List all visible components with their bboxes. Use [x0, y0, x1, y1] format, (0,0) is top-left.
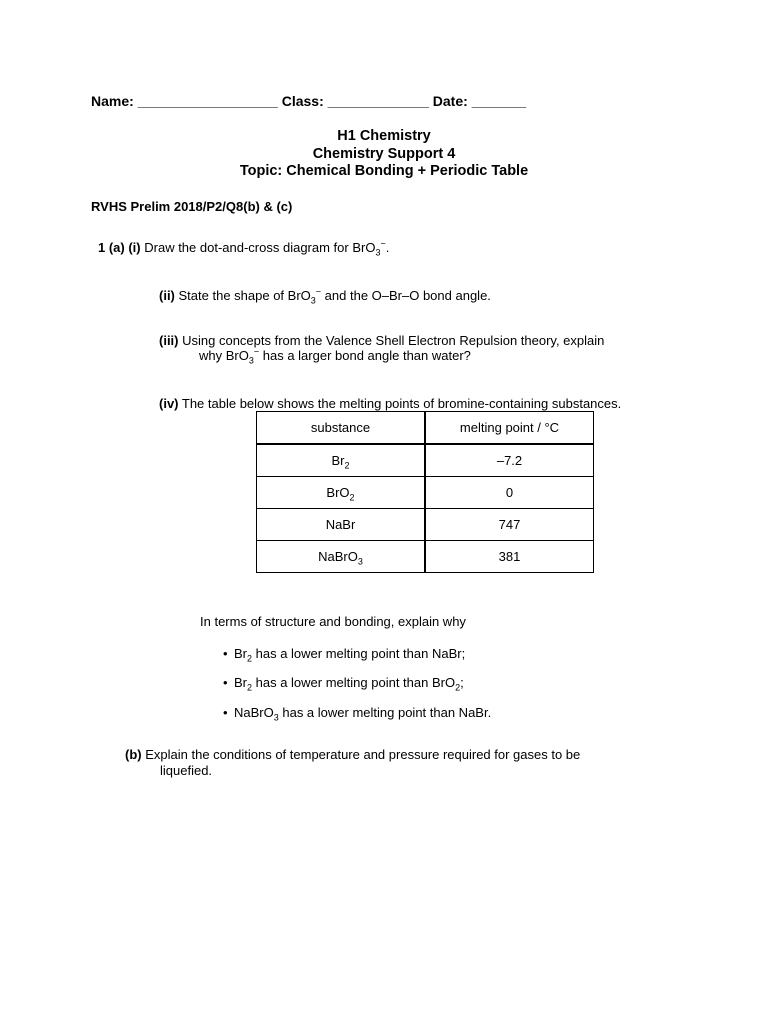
list-item: • NaBrO$_3$ has a lower melting point than NaBr.: [223, 705, 492, 723]
table-row: [257, 477, 594, 509]
question-label: (b): [125, 747, 142, 762]
melting-point-table: [256, 411, 594, 573]
question-end: .: [385, 240, 390, 255]
question-text: Draw the dot-and-cross diagram for BrO: [144, 240, 376, 255]
question-label: (ii): [159, 288, 175, 303]
subscript: 3: [310, 295, 316, 306]
name-blank: __________________: [137, 93, 278, 109]
question-1aiv: [159, 396, 621, 411]
name-label: Name:: [91, 93, 134, 109]
question-text: Explain the conditions of temperature and pressure required for gases to be: [145, 747, 581, 762]
question-1b-line2: liquefied.: [160, 763, 213, 778]
question-text: The table below shows the melting points of bromine-containing substances.: [181, 396, 622, 411]
melting-point-cell: 381: [425, 541, 594, 573]
question-label: (iii): [159, 333, 179, 348]
question-1b: [125, 747, 580, 762]
question-label: (iv): [159, 396, 179, 411]
class-label: Class:: [281, 93, 324, 109]
substance-cell: NaBr: [257, 509, 426, 541]
student-info-line: [91, 93, 526, 109]
substance-cell: NaBrO$_3$: [257, 541, 426, 573]
question-text-cont: and the O–Br–O bond angle.: [324, 288, 491, 303]
table-row: [257, 509, 594, 541]
column-header-melting-point: melting point / °C: [425, 412, 594, 445]
question-text: State the shape of BrO: [178, 288, 311, 303]
bullet-icon: •: [223, 646, 228, 661]
superscript: −: [315, 286, 322, 297]
question-text: Using concepts from the Valence Shell Electron Repulsion theory, explain: [182, 333, 605, 348]
question-text: why BrO: [199, 348, 249, 363]
column-header-substance: substance: [257, 412, 426, 445]
table-header-row: [257, 412, 594, 445]
list-item: • $Br_2$ has a lower melting point than NaBr;: [223, 646, 466, 664]
question-label: 1 (a) (i): [98, 240, 141, 255]
superscript: −: [380, 238, 386, 249]
question-1ai: [98, 238, 390, 258]
melting-point-cell: 0: [425, 477, 594, 509]
course-title: H1 Chemistry: [337, 128, 431, 144]
explain-intro: In terms of structure and bonding, explain why: [200, 614, 466, 629]
substance-cell: $Br_2$: [257, 444, 426, 477]
list-item: • $Br_2$ has a lower melting point than BrO$_2$;: [223, 675, 464, 693]
table-row: [257, 541, 594, 573]
question-1aiii: [159, 333, 604, 348]
superscript: −: [253, 346, 260, 357]
bullet-icon: •: [223, 705, 228, 720]
worksheet-title: Chemistry Support 4: [312, 146, 456, 162]
subscript: 3: [375, 247, 381, 258]
topic-title: Topic: Chemical Bonding + Periodic Table: [239, 163, 529, 179]
date-label: Date:: [432, 93, 468, 109]
bullet-icon: •: [223, 675, 228, 690]
date-blank: _______: [471, 93, 527, 109]
class-blank: _____________: [327, 93, 429, 109]
subscript: 3: [248, 355, 254, 366]
source-reference: RVHS Prelim 2018/P2/Q8(b) & (c): [91, 199, 293, 214]
melting-point-cell: –7.2: [425, 444, 594, 477]
question-text-cont: has a larger bond angle than water?: [262, 348, 471, 363]
question-1aiii-line2: [199, 346, 471, 366]
question-1aii: [159, 286, 491, 306]
substance-cell: BrO$_2$: [257, 477, 426, 509]
table-row: [257, 444, 594, 477]
melting-point-cell: 747: [425, 509, 594, 541]
